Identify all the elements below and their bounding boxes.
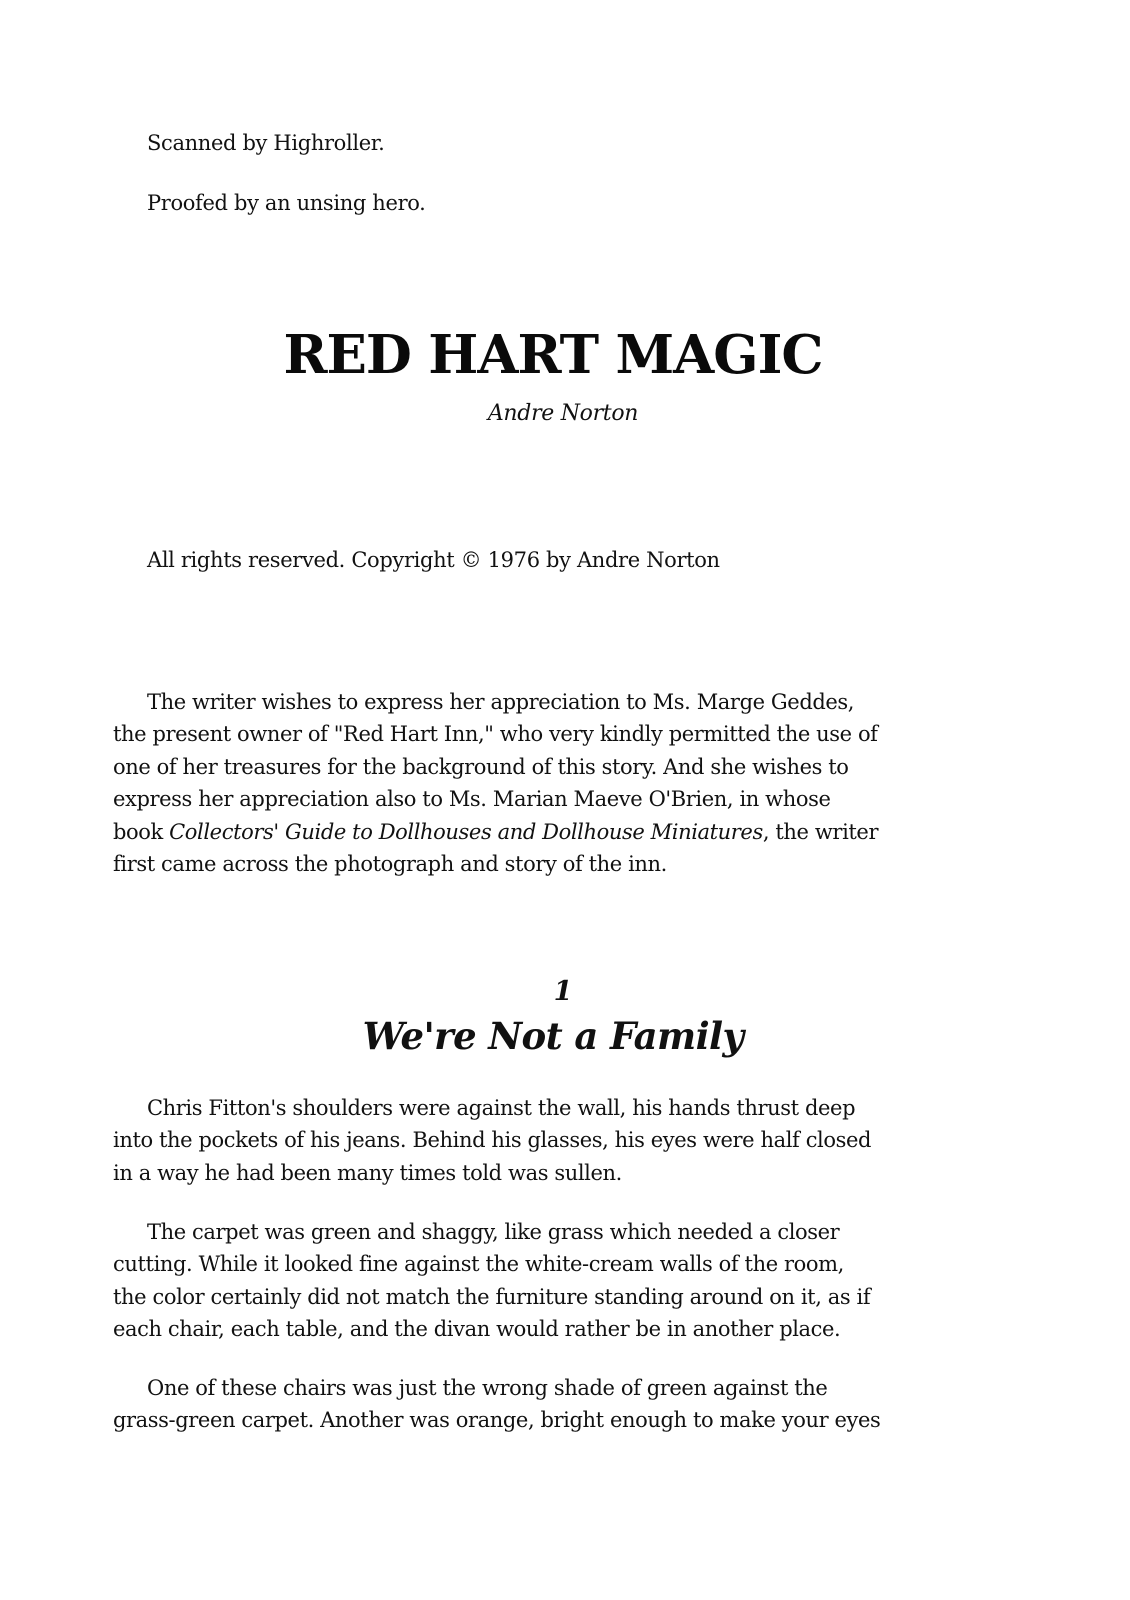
- text-line: express her appreciation also to Ms. Marian Maeve O'Brien, in whose: [113, 787, 831, 812]
- text-line: in a way he had been many times told was sullen.: [113, 1160, 622, 1185]
- copyright-notice: All rights reserved. Copyright © 1976 by Andre Norton: [147, 548, 720, 572]
- acknowledgement-paragraph: [113, 686, 1013, 880]
- text-line: The carpet was green and shaggy, like grass which needed a closer: [147, 1220, 840, 1244]
- scan-credit: Scanned by Highroller.: [147, 131, 385, 155]
- book-title: RED HART MAGIC: [283, 324, 823, 386]
- chapter-number: 1: [553, 976, 573, 1007]
- text-line: Chris Fitton's shoulders were against the wall, his hands thrust deep: [147, 1096, 856, 1120]
- text-line: one of her treasures for the background of this story. And she wishes to: [113, 754, 849, 779]
- text-line: One of these chairs was just the wrong shade of green against the: [147, 1376, 828, 1400]
- text-fragment: book: [113, 819, 170, 844]
- story-paragraph: [113, 1216, 1013, 1346]
- text-line: grass-green carpet. Another was orange, bright enough to make your eyes: [113, 1408, 881, 1433]
- text-line: cutting. While it looked fine against the white-cream walls of the room,: [113, 1252, 844, 1277]
- text-line: The writer wishes to express her appreciation to Ms. Marge Geddes,: [147, 690, 855, 714]
- text-line: the present owner of "Red Hart Inn," who very kindly permitted the use of: [113, 722, 878, 747]
- proof-credit: Proofed by an unsing hero.: [147, 191, 426, 215]
- chapter-title: We're Not a Family: [362, 1014, 744, 1058]
- text-line: each chair, each table, and the divan would rather be in another place.: [113, 1317, 841, 1342]
- story-paragraph: [113, 1372, 1013, 1437]
- text-line: [113, 816, 1013, 848]
- text-fragment: , the writer: [762, 819, 879, 844]
- book-author: Andre Norton: [487, 401, 639, 426]
- story-paragraph: [113, 1092, 1013, 1189]
- text-line: into the pockets of his jeans. Behind his glasses, his eyes were half closed: [113, 1128, 872, 1153]
- book-title-reference: Collectors' Guide to Dollhouses and Dollhouse Miniatures: [169, 819, 763, 844]
- text-line: first came across the photograph and story of the inn.: [113, 852, 667, 877]
- text-line: the color certainly did not match the furniture standing around on it, as if: [113, 1284, 871, 1309]
